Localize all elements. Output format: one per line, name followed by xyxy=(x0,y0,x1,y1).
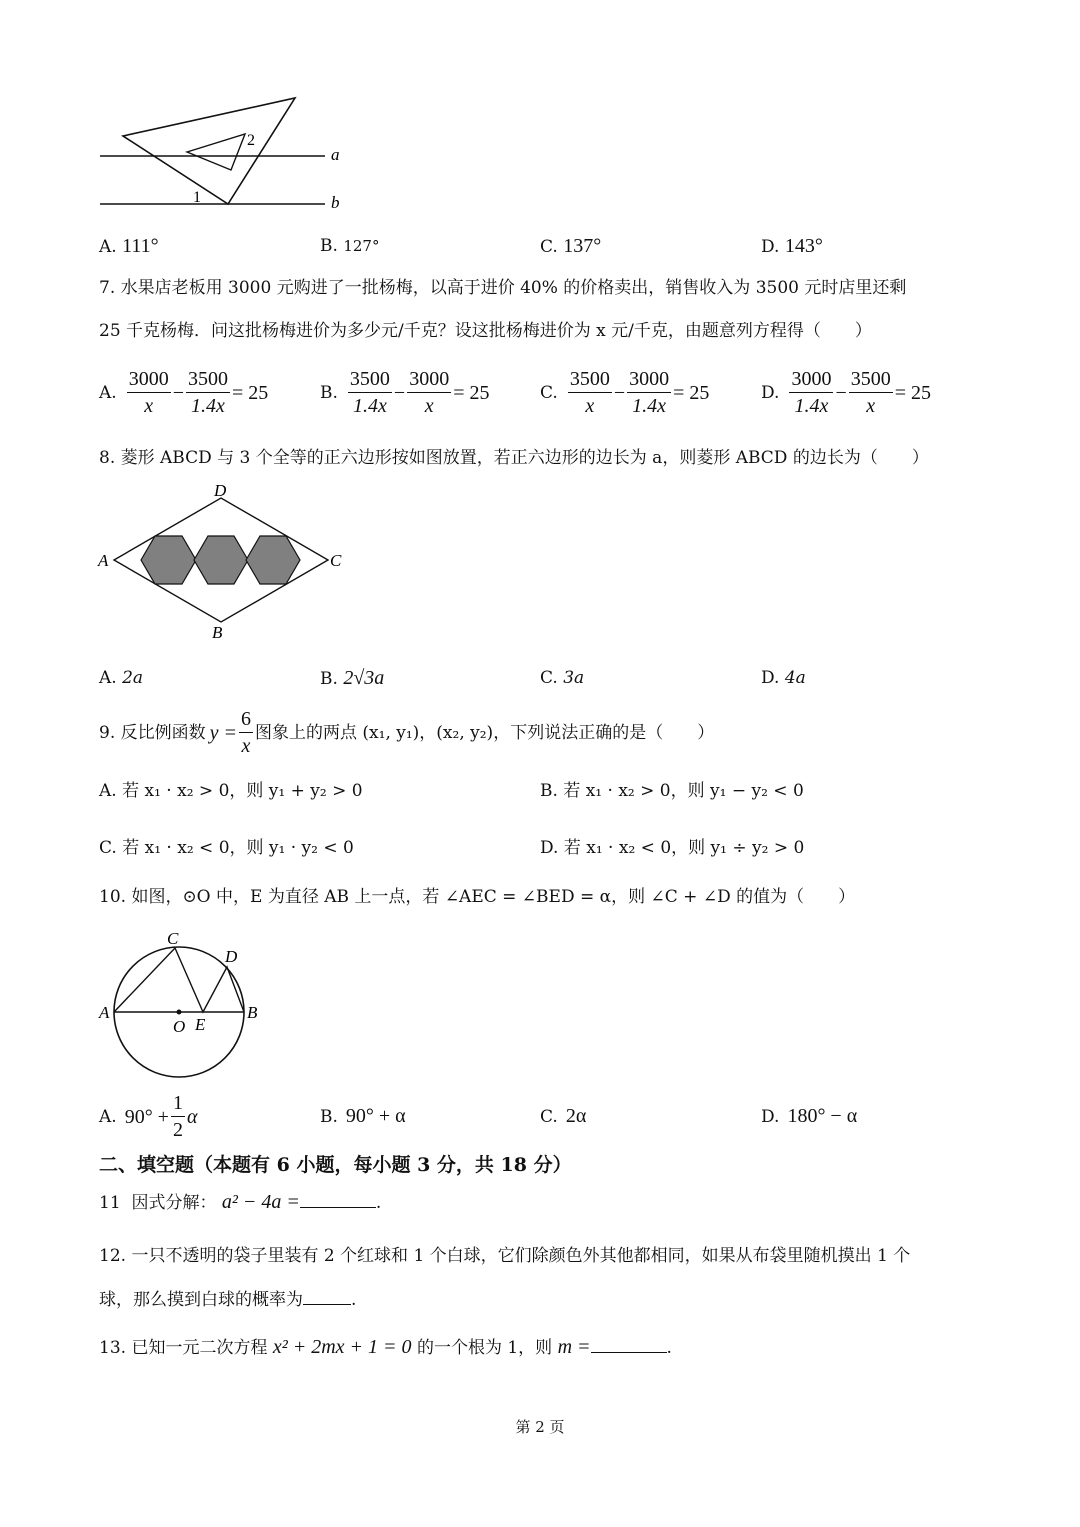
page-number: 第 2 页 xyxy=(515,1418,565,1436)
q8-option-d: D. 4a xyxy=(761,668,806,688)
q8-option-a: A. 2a xyxy=(99,668,144,688)
q6-option-c: C. 137° xyxy=(540,235,602,257)
q9-stem: 9. 反比例函数 y = $\frac{6}{x}$ 图象上的两点 (x₁, y₁)，(x₂, y₂)，下列说法正确的是（ ） xyxy=(99,708,715,757)
q12-line2: 球，那么摸到白球的概率为 . xyxy=(99,1290,357,1310)
q7-line2: 25 千克杨梅．问这批杨梅进价为多少元/千克？设这批杨梅进价为 x 元/千克，由题意列方程得（ ） xyxy=(99,321,872,341)
q10-label-b: B xyxy=(247,1003,258,1022)
q7-option-b: B. $\frac{3500}{1.4x}$ − $\frac{3000}{x}$ = 25 xyxy=(320,368,490,417)
q10-label-a: A xyxy=(99,1003,110,1022)
q6-label-b: b xyxy=(331,193,340,212)
q10-option-d: D. 180° − α xyxy=(761,1105,858,1127)
q12-line1: 12. 一只不透明的袋子里装有 2 个红球和 1 个白球，它们除颜色外其他都相同，如果从布袋里随机摸出 1 个 xyxy=(99,1246,911,1266)
q10-figure xyxy=(95,922,270,1082)
q10-text: 10. 如图，⊙O 中，E 为直径 AB 上一点，若 ∠AEC = ∠BED = α，则 ∠C + ∠D 的值为（ ） xyxy=(99,887,856,907)
q7-option-a: A. $\frac{3000}{x}$ − $\frac{3500}{1.4x}$ = 25 xyxy=(99,368,269,417)
q10-label-c: C xyxy=(167,929,179,948)
q6-option-b: B. 127° xyxy=(320,236,380,256)
q10-option-c: C. 2α xyxy=(540,1105,587,1127)
q6-angle-2: 2 xyxy=(247,132,255,149)
q10-option-b: B. 90° + α xyxy=(320,1105,406,1127)
q7-option-c: C. $\frac{3500}{x}$ − $\frac{3000}{1.4x}$ = 25 xyxy=(540,368,710,417)
q12-answer-blank[interactable] xyxy=(303,1288,351,1305)
q8-option-c: C. 3a xyxy=(540,668,585,688)
q9-option-a: A. 若 x₁ · x₂ > 0，则 y₁ + y₂ > 0 xyxy=(99,781,363,801)
q7-line1: 7. 水果店老板用 3000 元购进了一批杨梅，以高于进价 40% 的价格卖出，销售收入为 3500 元时店里还剩 xyxy=(99,278,907,298)
q8-label-c: C xyxy=(330,551,342,570)
q6-option-a: A. 111° xyxy=(99,235,159,257)
q8-label-d: D xyxy=(214,481,227,500)
q10-label-e: E xyxy=(195,1015,206,1034)
q6-option-d: D. 143° xyxy=(761,235,823,257)
q9-option-c: C. 若 x₁ · x₂ < 0，则 y₁ · y₂ < 0 xyxy=(99,838,354,858)
q11-answer-blank[interactable] xyxy=(300,1191,376,1208)
q10-label-d: D xyxy=(225,947,238,966)
q6-label-a: a xyxy=(331,145,340,164)
q10-option-a: A. 90° + $\frac{1}{2}$ α xyxy=(99,1092,198,1141)
q11: 11 因式分解： a² − 4a = . xyxy=(99,1191,382,1213)
q13-answer-blank[interactable] xyxy=(591,1336,667,1353)
section2-heading: 二、填空题（本题有 6 小题，每小题 3 分，共 18 分） xyxy=(99,1154,572,1176)
q9-option-b: B. 若 x₁ · x₂ > 0，则 y₁ − y₂ < 0 xyxy=(540,781,804,801)
q10-label-o: O xyxy=(173,1017,186,1036)
q13: 13. 已知一元二次方程 x² + 2mx + 1 = 0 的一个根为 1，则 m = . xyxy=(99,1336,672,1358)
q9-option-d: D. 若 x₁ · x₂ < 0，则 y₁ ÷ y₂ > 0 xyxy=(540,838,805,858)
q8-figure xyxy=(92,478,352,643)
q7-option-d: D. $\frac{3000}{1.4x}$ − $\frac{3500}{x}$ = 25 xyxy=(761,368,931,417)
q8-option-b: B. 2√3a xyxy=(320,667,385,689)
q8-label-a: A xyxy=(98,551,109,570)
q6-angle-1: 1 xyxy=(193,189,201,206)
q8-text: 8. 菱形 ABCD 与 3 个全等的正六边形按如图放置，若正六边形的边长为 a，则菱形 ABCD 的边长为（ ） xyxy=(99,448,929,468)
q6-figure xyxy=(95,90,355,215)
q8-label-b: B xyxy=(212,623,223,642)
